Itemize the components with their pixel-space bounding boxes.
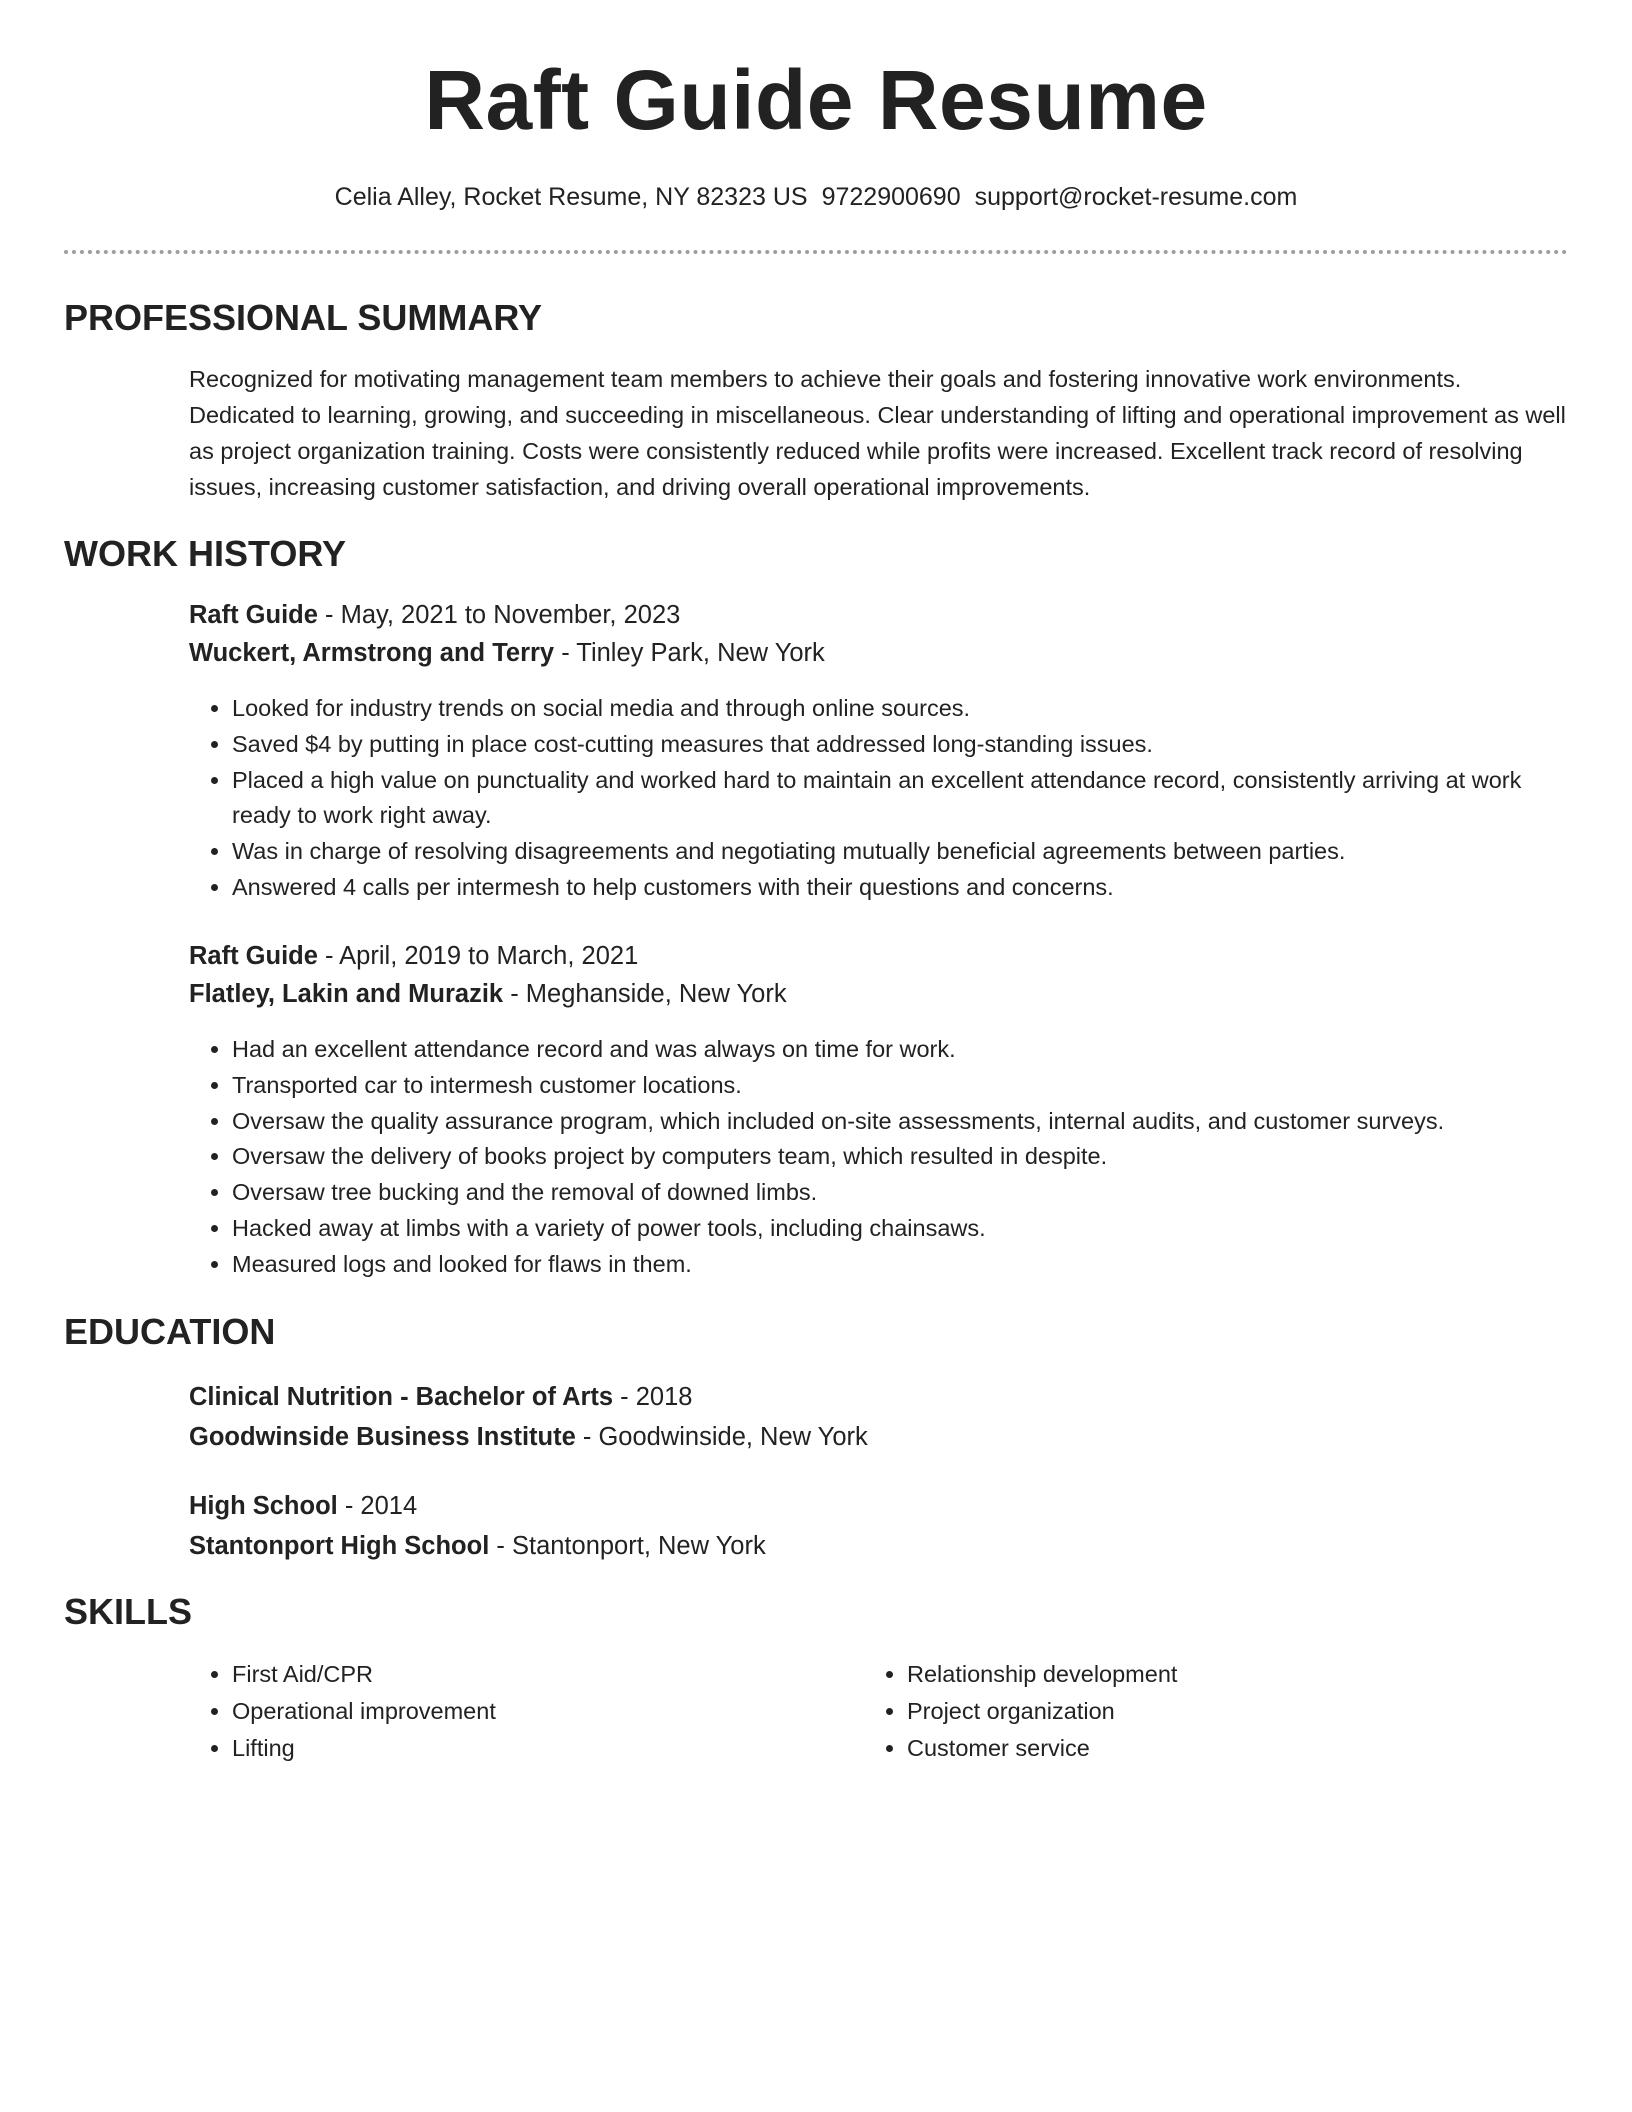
degree-name: Clinical Nutrition - Bachelor of Arts (189, 1383, 614, 1411)
list-item: • Measured logs and looked for flaws in them. (232, 1247, 1569, 1283)
job-title-line (189, 937, 1569, 975)
list-item: • Saved $4 by putting in place cost-cutting measures that addressed long-standing issues. (232, 727, 1569, 763)
degree-year: - 2018 (613, 1383, 693, 1411)
job-dates: - April, 2019 to March, 2021 (317, 942, 639, 970)
skills-list-right (864, 1656, 1484, 1767)
degree-line (189, 1377, 1569, 1417)
skills-heading: SKILLS (64, 1591, 193, 1632)
skills-list-left (189, 1656, 809, 1767)
employer-location: - Meghanside, New York (503, 980, 787, 1008)
job-title-line (189, 596, 1569, 634)
summary-heading: PROFESSIONAL SUMMARY (64, 297, 543, 338)
education-heading: EDUCATION (64, 1311, 276, 1352)
list-item: • Oversaw the delivery of books project by computers team, which resulted in despite. (232, 1139, 1569, 1175)
job-duties-list (189, 691, 1569, 906)
school-name: Goodwinside Business Institute (189, 1423, 576, 1451)
employer-line (189, 634, 1569, 672)
education-entry (189, 1377, 1569, 1457)
summary-text: Recognized for motivating management team members to achieve their goals and fostering innovative work environments. Dedicated to learning, growing, and succeeding in miscellaneous. Clear understanding of lifting and operational improvement as well as project organization training. Costs were consistently reduced while profits were increased. Excellent track record of resolving issues, increasing customer satisfaction, and driving overall operational improvements. (189, 366, 1566, 500)
job-title: Raft Guide (189, 601, 318, 629)
list-item: • Oversaw tree bucking and the removal of downed limbs. (232, 1175, 1569, 1211)
degree-line (189, 1486, 1569, 1526)
list-item: • Relationship development (907, 1656, 1484, 1693)
list-item: • First Aid/CPR (232, 1656, 809, 1693)
employer-line (189, 975, 1569, 1013)
list-item: • Answered 4 calls per intermesh to help customers with their questions and concerns. (232, 870, 1569, 906)
list-item: • Project organization (907, 1693, 1484, 1730)
resume-title: Raft Guide Resume (424, 53, 1208, 147)
school-line (189, 1417, 1569, 1457)
list-item: • Transported car to intermesh customer locations. (232, 1068, 1569, 1104)
job-duties-list (189, 1032, 1569, 1283)
work-history-heading: WORK HISTORY (64, 533, 347, 574)
list-item: • Lifting (232, 1730, 809, 1767)
education-entry (189, 1486, 1569, 1566)
contact-phone: 9722900690 (821, 183, 961, 211)
employer-name: Wuckert, Armstrong and Terry (189, 639, 555, 667)
job-dates: - May, 2021 to November, 2023 (317, 601, 681, 629)
school-location: - Stantonport, New York (489, 1532, 766, 1560)
list-item: • Had an excellent attendance record and was always on time for work. (232, 1032, 1569, 1068)
school-location: - Goodwinside, New York (575, 1423, 868, 1451)
employer-location: - Tinley Park, New York (554, 639, 825, 667)
contact-email: support@rocket-resume.com (974, 183, 1298, 211)
list-item: • Operational improvement (232, 1693, 809, 1730)
list-item: • Placed a high value on punctuality and worked hard to maintain an excellent attendance record, consistently arriving at work ready to work right away. (232, 763, 1569, 835)
list-item: • Oversaw the quality assurance program, which included on-site assessments, internal audits, and customer surveys. (232, 1104, 1569, 1140)
list-item: • Customer service (907, 1730, 1484, 1767)
degree-name: High School (189, 1492, 338, 1520)
work-entry (189, 596, 1569, 672)
employer-name: Flatley, Lakin and Murazik (189, 980, 504, 1008)
degree-year: - 2014 (337, 1492, 418, 1520)
header-divider (64, 250, 1568, 254)
list-item: • Looked for industry trends on social media and through online sources. (232, 691, 1569, 727)
work-entry (189, 937, 1569, 1013)
contact-address: Celia Alley, Rocket Resume, NY 82323 US (334, 183, 808, 211)
school-line (189, 1526, 1569, 1566)
job-title: Raft Guide (189, 942, 318, 970)
list-item: • Was in charge of resolving disagreements and negotiating mutually beneficial agreements between parties. (232, 834, 1569, 870)
school-name: Stantonport High School (189, 1532, 490, 1560)
contact-line (0, 182, 1632, 212)
list-item: • Hacked away at limbs with a variety of power tools, including chainsaws. (232, 1211, 1569, 1247)
